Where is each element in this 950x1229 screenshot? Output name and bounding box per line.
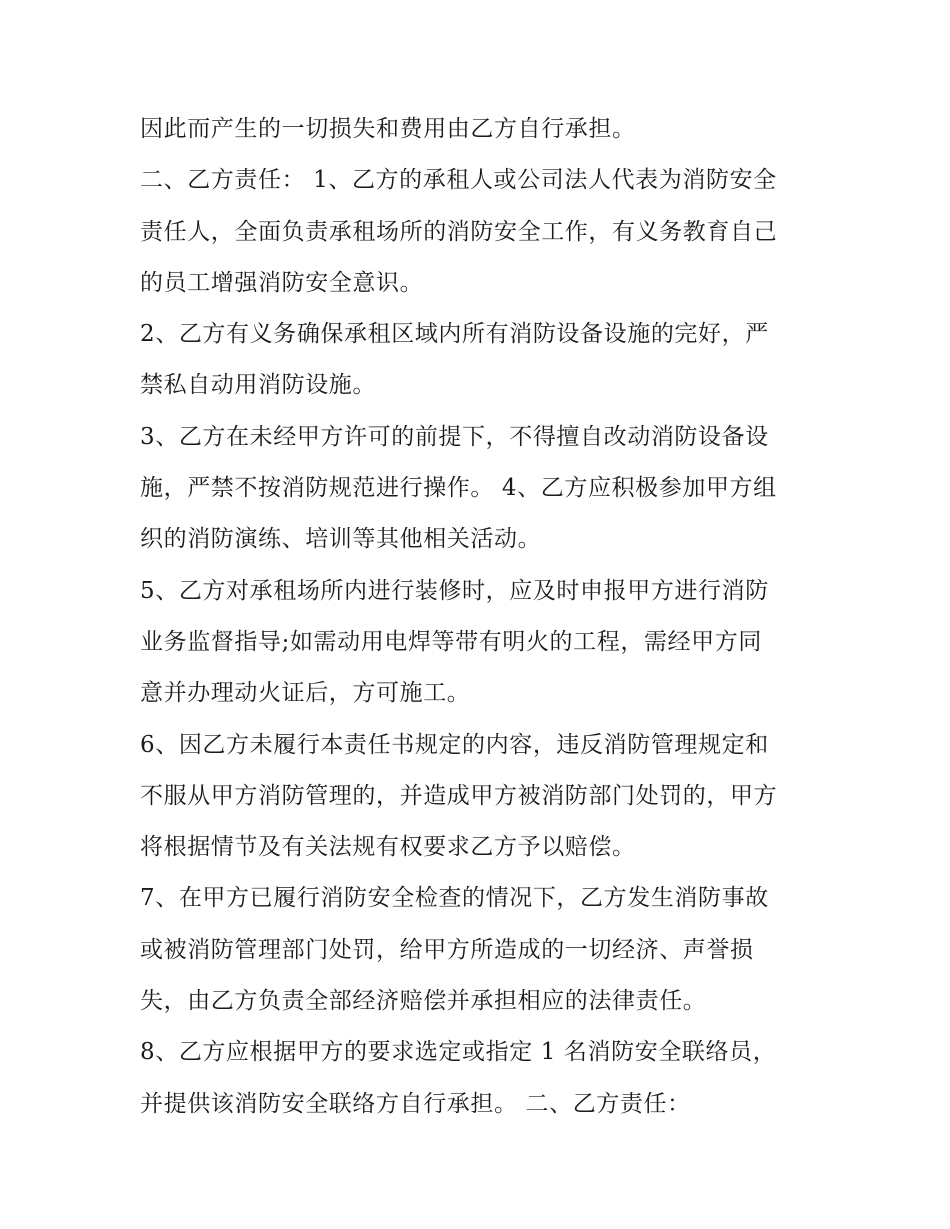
text-line-7: 3、乙方在未经甲方许可的前提下，不得擅自改动消防设备设 (140, 423, 769, 450)
text-line-18: 失，由乙方负责全部经济赔偿并承担相应的法律责任。 (140, 988, 707, 1015)
text-line-9: 织的消防演练、培训等其他相关活动。 (140, 526, 542, 553)
text-line-20: 并提供该消防安全联络方自行承担。 二、乙方责任： (140, 1090, 691, 1117)
document-body (140, 104, 830, 1130)
text-line-6: 禁私自动用消防设施。 (140, 372, 376, 399)
text-line-5: 2、乙方有义务确保承租区域内所有消防设备设施的完好，严 (140, 321, 769, 348)
text-line-15: 将根据情节及有关法规有权要求乙方予以赔偿。 (140, 834, 636, 861)
text-line-13: 6、因乙方未履行本责任书规定的内容，违反消防管理规定和 (140, 731, 769, 758)
text-line-2: 二、乙方责任： 1、乙方的承租人或公司法人代表为消防安全 (140, 167, 777, 194)
text-line-14: 不服从甲方消防管理的，并造成甲方被消防部门处罚的，甲方 (140, 782, 778, 809)
text-line-19: 8、乙方应根据甲方的要求选定或指定 1 名消防安全联络员， (140, 1039, 777, 1066)
text-line-3: 责任人，全面负责承租场所的消防安全工作，有义务教育自己 (140, 218, 778, 245)
text-line-10: 5、乙方对承租场所内进行装修时，应及时申报甲方进行消防 (140, 577, 769, 604)
text-line-11: 业务监督指导;如需动用电焊等带有明火的工程，需经甲方同 (140, 628, 762, 655)
text-line-1: 因此而产生的一切损失和费用由乙方自行承担。 (140, 116, 636, 142)
text-line-12: 意并办理动火证后，方可施工。 (140, 680, 471, 707)
text-line-4: 的员工增强消防安全意识。 (140, 269, 424, 296)
text-line-8: 施，严禁不按消防规范进行操作。 4、乙方应积极参加甲方组 (140, 475, 777, 502)
text-line-16: 7、在甲方已履行消防安全检查的情况下，乙方发生消防事故 (140, 885, 769, 912)
text-line-17: 或被消防管理部门处罚，给甲方所造成的一切经济、声誉损 (140, 936, 754, 963)
